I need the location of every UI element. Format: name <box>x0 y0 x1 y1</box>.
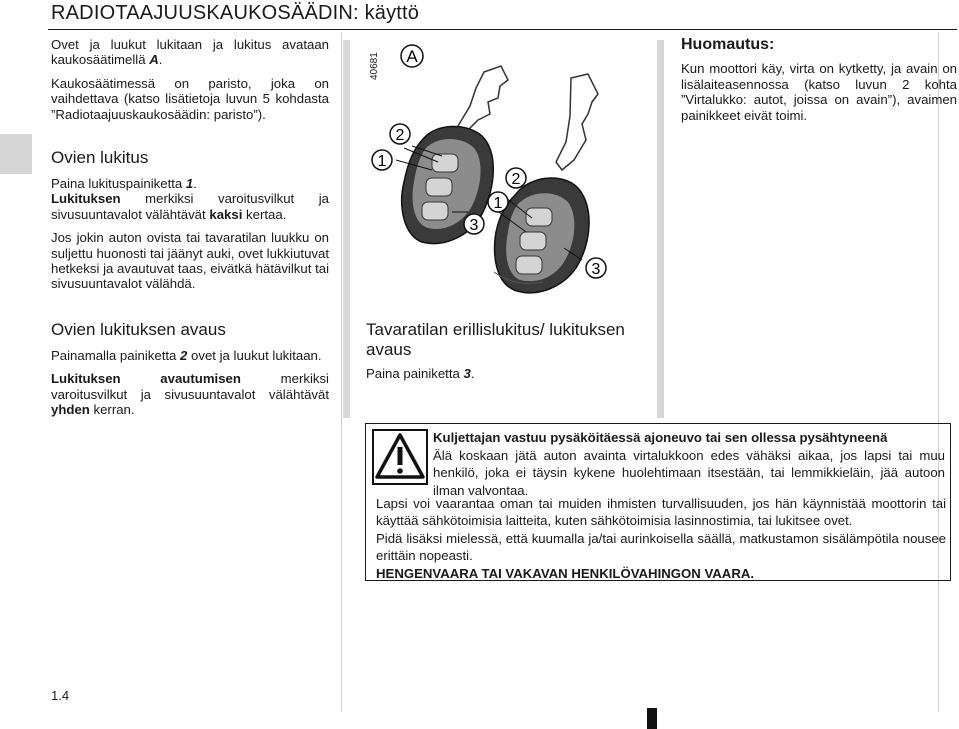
page-number: 1.4 <box>51 688 70 703</box>
header-divider <box>48 29 957 30</box>
callout-3-key1: 3 <box>469 217 479 234</box>
trunk-paragraph: Paina painiketta 3. <box>366 366 475 381</box>
figure-label-a: A <box>406 47 418 66</box>
key-1-trunk-button <box>422 202 448 220</box>
locking-paragraph-1: Paina lukituspainiketta 1. <box>51 176 197 191</box>
warning-paragraph-3: Pidä lisäksi mielessä, että kuumalla ja/tai aurinkoisella säällä, matkustamon sisälämpötila nousee erittäin nopeasti. <box>376 530 946 564</box>
key-1-lock-button <box>432 154 458 172</box>
section-tab-marker <box>0 134 32 174</box>
callout-2-key2: 2 <box>511 171 521 188</box>
unlocking-section <box>51 320 329 418</box>
locking-heading: Ovien lukitus <box>51 148 149 167</box>
column-divider <box>341 32 342 712</box>
locking-paragraph-3: Jos jokin auton ovista tai tavaratilan luukku on suljettu huonosti tai jäänyt auki, ovet lukkiutuvat hetkeksi ja avautuvat taas, eivätkä hätävilkut tai sivusuuntavalot välähdä. <box>51 230 329 292</box>
warning-paragraph-2: Lapsi voi vaarantaa oman tai muiden ihmisten turvallisuuden, jos hän käynnistää moottorin tai käyttää sähkötoimisia laitteita, kuten sähkötoimisia lasinnostimia, tai lukitsee ovet. <box>376 496 946 529</box>
warning-paragraph-4: HENGENVAARA TAI VAKAVAN HENKILÖVAHINGON VAARA. <box>376 565 755 581</box>
warning-title: Kuljettajan vastuu pysäköitäessä ajoneuvo tai sen ollessa pysähtyneenä <box>433 430 888 445</box>
figure-frame-left <box>343 40 350 418</box>
intro-paragraph-2: Kaukosäätimessä on paristo, joka on vaihdettava (katso lisätietoja luvun 5 kohdasta ”Radiotaajuuskaukosäädin: paristo”). <box>51 75 329 122</box>
unlocking-heading: Ovien lukituksen avaus <box>51 320 226 339</box>
key-2-trunk-button <box>516 256 542 274</box>
locking-section <box>51 148 329 292</box>
locking-paragraph-2: Lukituksen merkiksi varoitusvilkut ja sivusuuntavalot välähtävät kaksi kertaa. <box>51 191 329 222</box>
callout-3-key2: 3 <box>591 261 601 278</box>
callout-1-key2: 1 <box>493 195 503 212</box>
warning-paragraph-1: Älä koskaan jätä auton avainta virtalukkoon edes vähäksi aikaa, jos lapsi tai muu henkilö, joka ei täysin kykene huolehtimaan itsestään, tai lemmikkieläin, jää autoon ilman valvontaa. <box>433 448 945 498</box>
note-body: Kun moottori käy, virta on kytketty, ja avain on lisälaiteasennossa (katso luvun 2 kohta ”Virtalukko: autot, joissa on avain”), avaimen painikkeet eivät toimi. <box>681 61 957 123</box>
intro-section <box>51 37 329 122</box>
unlocking-paragraph-2: Lukituksen avautumisen merkiksi varoitusvilkut ja sivusuuntavalot välähtävät yhden kerran. <box>51 371 329 418</box>
trunk-heading: Tavaratilan erillislukitus/ lukituksen avaus <box>366 320 625 359</box>
key-1-unlock-button <box>426 178 452 196</box>
intro-paragraph-1: Ovet ja luukut lukitaan ja lukitus avataan kaukosäätimellä A. <box>51 37 329 68</box>
warning-body-lower <box>376 495 946 582</box>
warning-triangle-icon <box>372 429 428 485</box>
page-corner-mark <box>647 708 657 729</box>
figure-code: 40681 <box>369 52 380 80</box>
key-2-unlock-button <box>520 232 546 250</box>
callout-1-key1: 1 <box>377 153 387 170</box>
column-divider-right <box>938 32 939 712</box>
page-title: RADIOTAAJUUSKAUKOSÄÄDIN: käyttö <box>51 2 420 24</box>
callout-2-key1: 2 <box>395 127 405 144</box>
note-heading: Huomautus: <box>681 36 775 53</box>
remote-key-illustration <box>366 36 646 310</box>
unlocking-paragraph-1: Painamalla painiketta 2 ovet ja luukut lukitaan. <box>51 348 322 363</box>
note-frame-bar <box>657 40 664 418</box>
